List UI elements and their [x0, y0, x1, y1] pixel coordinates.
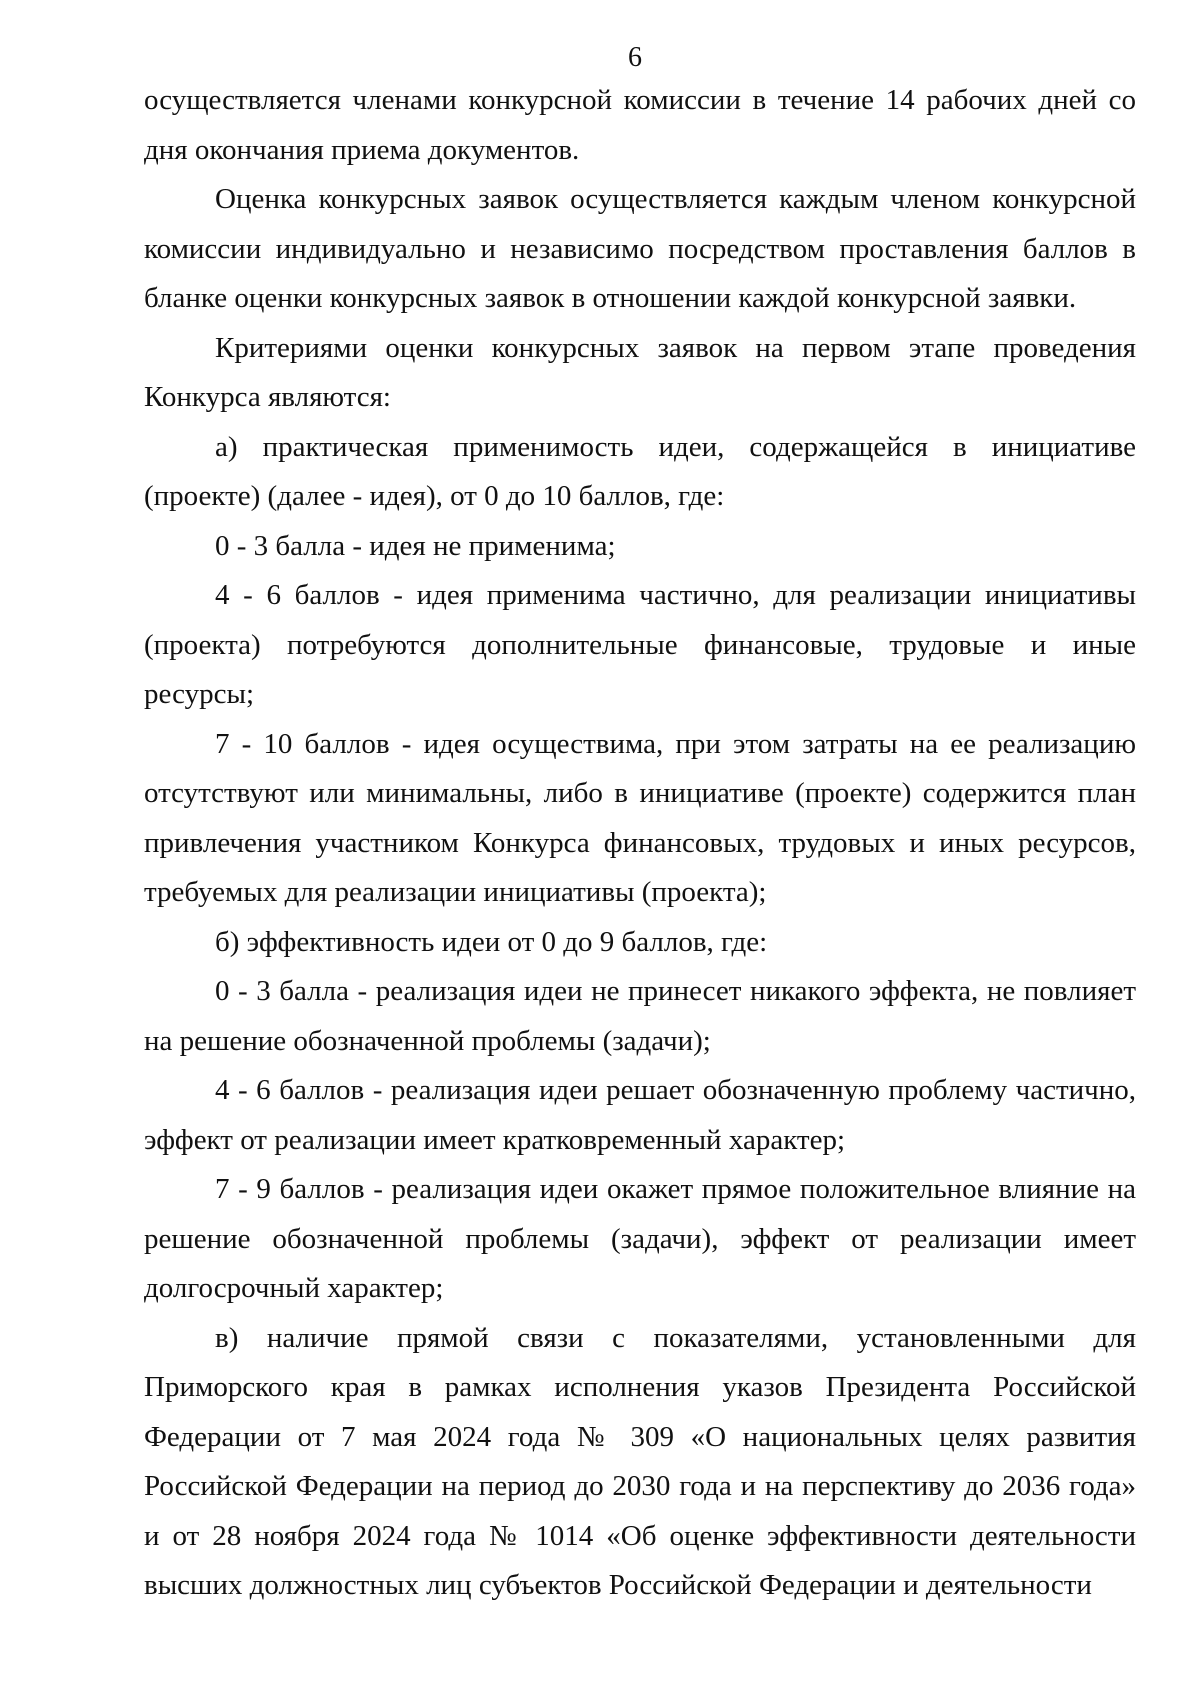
- page-number: 6: [628, 42, 642, 73]
- paragraph-criterion-b: б) эффективность идеи от 0 до 9 баллов, где:: [215, 925, 768, 958]
- paragraph-continuation: осуществляется членами конкурсной комиссии в течение 14 рабочих дней со дня окончания приема документов.: [144, 84, 1136, 166]
- paragraph-criterion-b-score-low: 0 - 3 балла - реализация идеи не принесет никакого эффекта, не повлияет на решение обозначенной проблемы (задачи);: [144, 975, 1136, 1057]
- paragraph-criterion-a-score-low: 0 - 3 балла - идея не применима;: [215, 529, 616, 562]
- paragraph-criterion-b-score-mid: 4 - 6 баллов - реализация идеи решает обозначенную проблему частично, эффект от реализации имеет кратковременный характер;: [144, 1074, 1136, 1156]
- paragraph-evaluation-procedure: Оценка конкурсных заявок осуществляется каждым членом конкурсной комиссии индивидуально и независимо посредством проставления баллов в бланке оценки конкурсных заявок в отношении каждой конкурсной заявки.: [144, 183, 1136, 314]
- paragraph-criteria-intro: Критериями оценки конкурсных заявок на первом этапе проведения Конкурса являются:: [144, 331, 1136, 413]
- paragraph-criterion-a-score-high: 7 - 10 баллов - идея осуществима, при этом затраты на ее реализацию отсутствуют или минимальны, либо в инициативе (проекте) содержится план привлечения участником Конкурса финансовых, трудовых и иных ресурсов, требуемых для реализации инициативы (проекта);: [144, 727, 1136, 908]
- paragraph-criterion-b-score-high: 7 - 9 баллов - реализация идеи окажет прямое положительное влияние на решение обозначенной проблемы (задачи), эффект от реализации имеет долгосрочный характер;: [144, 1173, 1136, 1304]
- paragraph-criterion-c: в) наличие прямой связи с показателями, установленными для Приморского края в рамках исполнения указов Президента Российской Федерации от 7 мая 2024 года № 309 «О национальных целях развития Российской Федерации на период до 2030 года и на перспективу до 2036 года» и от 28 ноября 2024 года № 1014 «Об оценке эффективности деятельности высших должностных лиц субъектов Российской Федерации и деятельности: [144, 1321, 1136, 1601]
- document-body: [144, 76, 1136, 1611]
- paragraph-criterion-a-score-mid: 4 - 6 баллов - идея применима частично, для реализации инициативы (проекта) потребуются дополнительные финансовые, трудовые и иные ресурсы;: [144, 579, 1136, 710]
- paragraph-criterion-a: а) практическая применимость идеи, содержащейся в инициативе (проекте) (далее - идея), от 0 до 10 баллов, где:: [144, 430, 1136, 512]
